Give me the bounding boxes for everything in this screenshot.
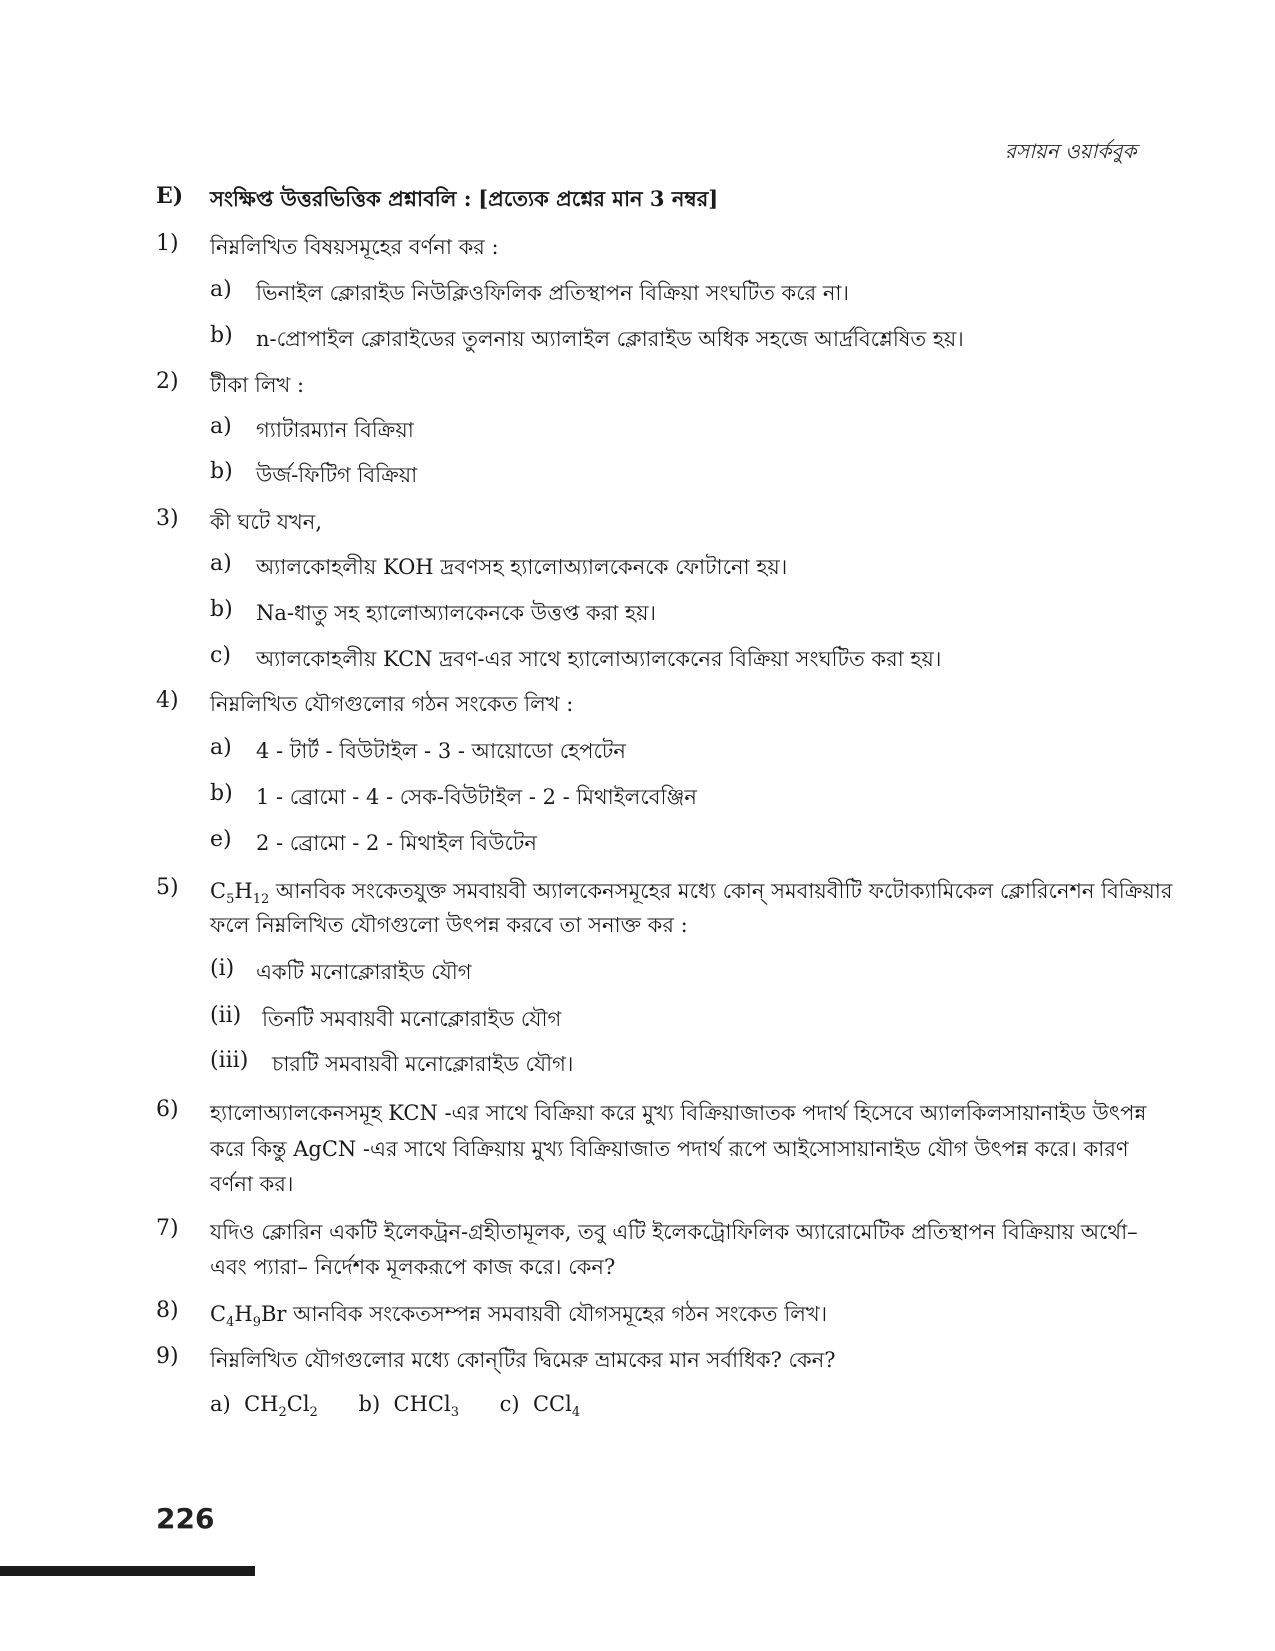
question-number: 8) <box>156 1298 179 1323</box>
question-number: 2) <box>156 369 179 394</box>
sub-item-label: b) <box>210 323 233 348</box>
question-number: 1) <box>156 231 179 256</box>
question-text-line: $C_5H_{12}$ আনবিক সংকেতযুক্ত সমবায়বী অ্যালকেনসমূহের মধ্যে কোন্ সমবায়বীটি ফটোক্যামিকেল ক্লোরিনেশন বিক্রিয়ার <box>210 879 1173 908</box>
question-number: 6) <box>156 1097 179 1122</box>
question-text: নিম্নলিখিত যৌগগুলোর মধ্যে কোন্‌টির দ্বিমেরু ভ্রামকের মান সর্বাধিক? কেন? <box>210 1348 836 1372</box>
page-number: 226 <box>156 1502 215 1535</box>
question-number: 3) <box>156 506 179 531</box>
sub-item-text: n-প্রোপাইল ক্লোরাইডের তুলনায় অ্যালাইল ক্লোরাইড অধিক সহজে আর্দ্রবিশ্লেষিত হয়। <box>256 327 964 351</box>
sub-item-text: Na-ধাতু সহ হ্যালোঅ্যালকেনকে উত্তপ্ত করা হয়। <box>256 601 656 625</box>
sub-item-label: (ii) <box>210 1003 242 1028</box>
question-text-line: করে কিন্তু AgCN -এর সাথে বিক্রিয়ায় মুখ্য বিক্রিয়াজাত পদার্থ রূপে আইসোসায়ানাইড যৌগ উৎপন্ন করে। কারণ <box>210 1137 1129 1161</box>
sub-item-text: 4 - টার্ট - বিউটাইল - 3 - আয়োডো হেপটেন <box>256 739 626 763</box>
question-text: নিম্নলিখিত বিষয়সমূহের বর্ণনা কর : <box>210 235 499 259</box>
sub-item-text: তিনটি সমবায়বী মনোক্লোরাইড যৌগ <box>262 1007 562 1031</box>
sub-item-text: চারটি সমবায়বী মনোক্লোরাইড যৌগ। <box>272 1052 574 1076</box>
question-number: 9) <box>156 1344 179 1369</box>
book-title: রসায়ন ওয়ার্কবুক <box>1005 139 1137 163</box>
section-title: সংক্ষিপ্ত উত্তরভিত্তিক প্রশ্নাবলি : <box>210 186 472 211</box>
sub-item-label: a) <box>210 414 232 439</box>
question-text: নিম্নলিখিত যৌগগুলোর গঠন সংকেত লিখ : <box>210 692 574 716</box>
question-text-line: এবং প্যারা– নির্দেশক মূলকরূপে কাজ করে। কেন? <box>210 1255 616 1279</box>
question-number: 7) <box>156 1216 179 1241</box>
sub-item-text: অ্যালকোহলীয় KCN দ্রবণ-এর সাথে হ্যালোঅ্যালকেনের বিক্রিয়া সংঘটিত করা হয়। <box>256 647 942 671</box>
question-text-line: বর্ণনা কর। <box>210 1172 294 1196</box>
sub-item-text: ভিনাইল ক্লোরাইড নিউক্লিওফিলিক প্রতিস্থাপন বিক্রিয়া সংঘটিত করে না। <box>256 281 850 305</box>
question-text-line: হ্যালোঅ্যালকেনসমূহ KCN -এর সাথে বিক্রিয়া করে মুখ্য বিক্রিয়াজাতক পদার্থ হিসেবে অ্যালকিলসায়ানাইড উৎপন্ন <box>210 1101 1147 1125</box>
sub-item-text: একটি মনোক্লোরাইড যৌগ <box>256 960 472 984</box>
sub-item-label: e) <box>210 827 232 852</box>
option-b: b) CHCl$_3$ <box>358 1392 459 1421</box>
section-note: [প্রত্যেক প্রশ্নের মান 3 নম্বর] <box>478 186 719 211</box>
sub-item-text: 2 - ব্রোমো - 2 - মিথাইল বিউটেন <box>256 831 537 855</box>
sub-item-label: a) <box>210 277 232 302</box>
sub-item-text: অ্যালকোহলীয় KOH দ্রবণসহ হ্যালোঅ্যালকেনকে ফোটানো হয়। <box>256 555 788 579</box>
sub-item-label: (i) <box>210 956 235 981</box>
sub-item-label: c) <box>210 643 231 668</box>
question-text-line: ফলে নিম্নলিখিত যৌগগুলো উৎপন্ন করবে তা সনাক্ত কর : <box>210 913 688 937</box>
sub-item-label: a) <box>210 551 232 576</box>
option-c: c) CCl$_4$ <box>499 1392 581 1421</box>
sub-item-text: 1 - ব্রোমো - 4 - সেক-বিউটাইল - 2 - মিথাইলবেঞ্জিন <box>256 785 697 809</box>
question-text-line: $C_4H_9Br$ আনবিক সংকেতসম্পন্ন সমবায়বী যৌগসমূহের গঠন সংকেত লিখ। <box>210 1302 828 1331</box>
sub-item-label: b) <box>210 459 233 484</box>
formula: $C_4H_9Br$ <box>210 1302 287 1331</box>
formula: $C_5H_{12}$ <box>210 879 270 908</box>
sub-item-label: b) <box>210 781 233 806</box>
sub-item-label: (iii) <box>210 1048 249 1073</box>
question-number: 4) <box>156 688 179 713</box>
sub-item-text: গ্যাটারম্যান বিক্রিয়া <box>256 418 414 442</box>
section-heading <box>210 183 718 218</box>
question-number: 5) <box>156 875 179 900</box>
question-text-line: যদিও ক্লোরিন একটি ইলেকট্রন-গ্রহীতামূলক, তবু এটি ইলেকট্রোফিলিক অ্যারোমেটিক প্রতিস্থাপন বিক্রিয়ায় অর্থো– <box>210 1220 1138 1244</box>
section-label: E) <box>156 183 184 209</box>
question-text: টীকা লিখ : <box>210 373 305 397</box>
question-text: কী ঘটে যখন, <box>210 510 322 534</box>
sub-item-label: b) <box>210 597 233 622</box>
footer-bar <box>0 1566 255 1576</box>
sub-item-label: a) <box>210 735 232 760</box>
option-a: a) $CH_2Cl_2$ <box>210 1392 318 1421</box>
sub-item-text: উর্জ-ফিটিগ বিক্রিয়া <box>256 463 418 487</box>
options-row <box>210 1392 614 1420</box>
